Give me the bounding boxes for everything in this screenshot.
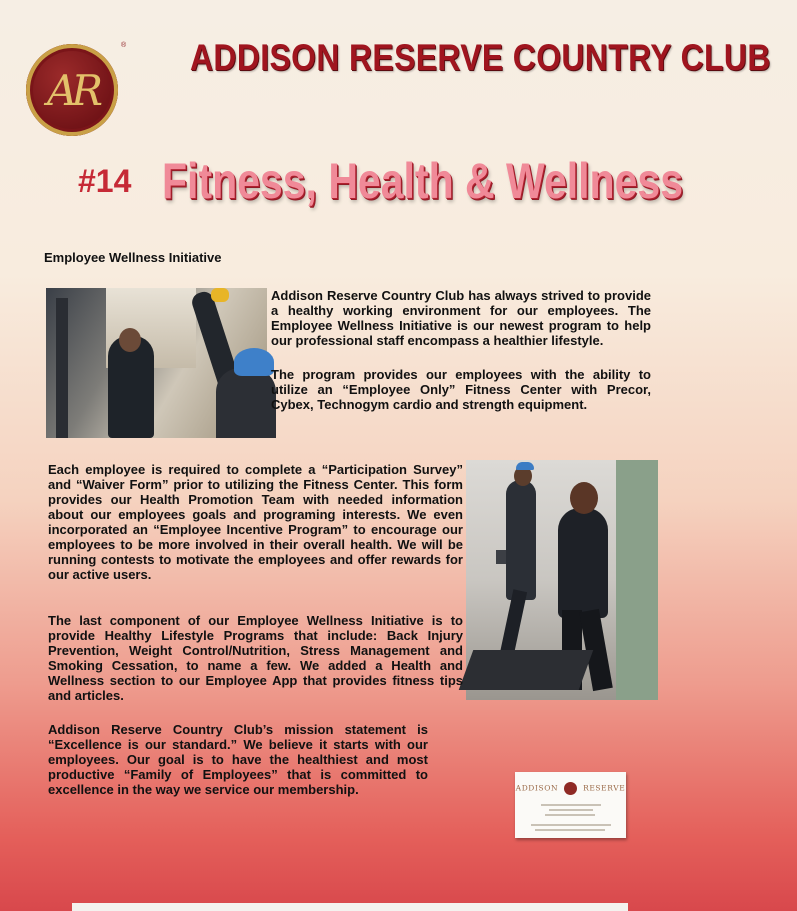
business-card (515, 772, 626, 838)
paragraph-fitness-center: The program provides our employees with the ability to utilize an “Employee Only” Fitness Center with Precor, Cybex, Technogym cardio and strength equipment. (271, 367, 651, 412)
section-title: Fitness, Health & Wellness (161, 153, 683, 209)
bottom-edge (72, 903, 628, 911)
treadmill-photo (466, 460, 658, 700)
paragraph-mission: Addison Reserve Country Club’s mission statement is “Excellence is our standard.” We believe it starts with our employees. Our goal is to have the healthiest and most productive “Family of Employees” that is committed to excellence in the way we service our membership. (48, 722, 428, 797)
card-brand-left: ADDISON (515, 783, 559, 793)
section-heading (78, 150, 797, 220)
paragraph-lifestyle-programs: The last component of our Employee Wellness Initiative is to provide Healthy Lifestyle Programs that include: Back Injury Prevention, Weight Control/Nutrition, Stress Management and Smoking Cessation, to name a few. We added a Health and Wellness section to our Employee App that provides fitness tips and articles. (48, 613, 463, 703)
initiative-subtitle: Employee Wellness Initiative (44, 250, 222, 265)
club-logo (26, 44, 118, 136)
card-brand (515, 782, 626, 795)
club-title: ADDISON RESERVE COUNTRY CLUB (190, 37, 771, 78)
paragraph-survey: Each employee is required to complete a “Participation Survey” and “Waiver Form” prior to utilizing the Fitness Center. This form provides our Health Promotion Team with needed information about our employees goals and programing interests. We even incorporated an “Employee Incentive Program” to encourage our employees to be more involved in their overall health. We will be running contests to motivate the employees and offer rewards for our active users. (48, 462, 463, 582)
section-number: #14 (78, 163, 132, 199)
card-logo-icon (564, 782, 577, 795)
paragraph-intro: Addison Reserve Country Club has always strived to provide a healthy working environment for our employees. The Employee Wellness Initiative is our newest program to help our professional staff encompass a healthier lifestyle. (271, 288, 651, 348)
card-brand-right: RESERVE (583, 783, 626, 793)
gym-photo (46, 288, 267, 438)
logo-monogram: AR (47, 65, 97, 115)
registered-mark: ® (121, 42, 127, 49)
